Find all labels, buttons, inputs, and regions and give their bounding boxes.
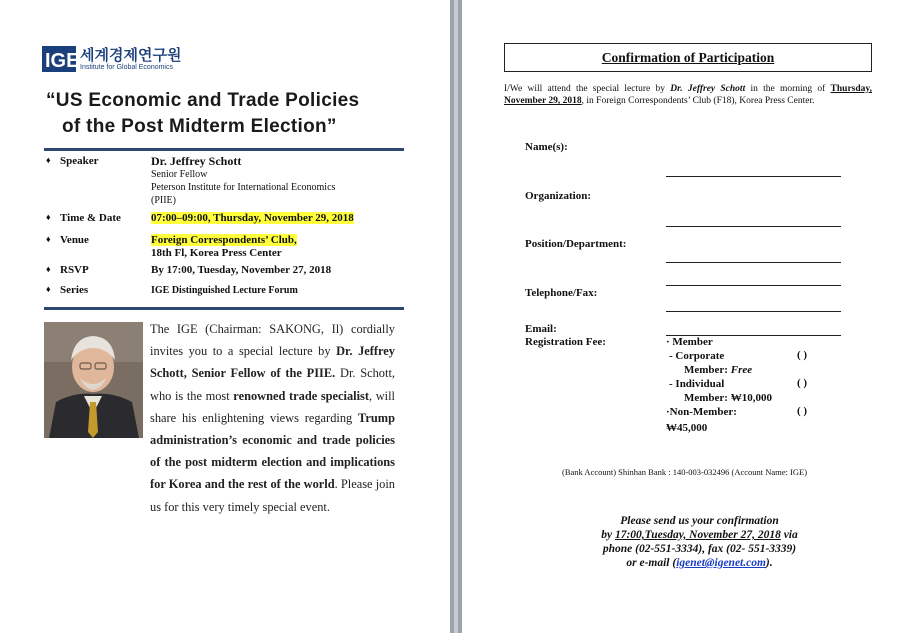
send-confirmation-note: Please send us your confirmation by 17:00,Tuesday, November 27, 2018 via phone (02-551-3334), fax (02- 551-3339) or e-mail (igenet@igenet.com). [601,515,798,569]
bank-account: (Bank Account) Shinhan Bank : 140-003-032496 (Account Name: IGE) [562,467,808,477]
telephone-field[interactable] [666,311,841,312]
logo-english-name: Institute for Global Economics [80,63,173,71]
fee-nonmember-amount: ₩45,000 [666,422,708,434]
organization-label: Organization: [525,190,591,202]
corporate-checkbox[interactable]: ( ) [797,349,808,361]
confirmation-heading: Confirmation of Participation [504,43,872,72]
bullet-icon: ♦ [46,234,51,244]
name-field[interactable] [666,176,841,177]
organization-field[interactable] [666,226,841,227]
registration-fee-label: Registration Fee: [525,336,606,348]
logo-korean-name: 세계경제연구원 [80,45,182,64]
nonmember-checkbox[interactable]: ( ) [797,405,808,417]
ige-logo [42,44,181,74]
fee-individual-amount: Member: ₩10,000 [684,392,772,404]
bullet-icon: ♦ [46,284,51,294]
bullet-icon: ♦ [46,212,51,222]
bullet-icon: ♦ [46,264,51,274]
email-link[interactable]: igenet@igenet.com [676,557,766,569]
position-label: Position/Department: [525,238,627,250]
fee-individual: - Individual [669,378,725,390]
position-field-2[interactable] [666,285,841,286]
bullet-icon: ♦ [46,155,51,165]
lecture-title-line-2: of the Post Midterm Election” [62,116,337,137]
invitation-text: The IGE (Chairman: SAKONG, Il) cordially invites you to a special lecture by Dr. Jeffrey Schott, Senior Fellow of the PIIE. Dr. Schott, who is the most renowned trade specialist, will share his enlightening views regarding Trump administration’s economic and trade policies of the post midterm election and implications for Korea and the rest of the world. Please join us for this very timely special event. [150,322,396,514]
name-label: Name(s): [525,141,568,153]
invitation-page: IGE 세계경제연구원 Institute for Global Economics “US Economic and Trade Policies of the Post Midterm Election” ♦ Speaker Dr. Jeffrey Schott Senior Fellow Peterson Institute for International Economics (PIIE) ♦ Time & Date 07:00–09:00, Thursday, November 29, 2018 ♦ Venue Foreign Correspondents’ Club, 18th Fl, Korea Press Center ♦ RSVP By 17:00, Tuesday, November 27, 2018 ♦ Series IGE Distinguished Lecture Forum The IGE (Chairman: SAKONG, Il) cordially invites you to a special lecture by Dr. Jeffrey Schott, Senior Fellow of the PIIE. Dr. Schott, who is the most renowned trade specialist, will share his enlightening views regarding Trump administration’s economic and trade policies of the post midterm election and implications for Korea and the rest of the world. Please join us for this very timely special event. [0,0,450,633]
speaker-photo [44,322,143,438]
email-label: Email: [525,323,557,335]
lecture-title-line-1: “US Economic and Trade Policies [46,90,360,111]
fee-member-heading: · Member [666,336,713,348]
position-field[interactable] [666,262,841,263]
svg-text:IGE: IGE [45,50,80,72]
ige-logo-mark [42,44,80,74]
page-gutter [450,0,462,633]
divider-bottom [44,307,404,310]
fee-nonmember: ·Non-Member: [666,406,737,418]
confirmation-page [462,0,913,633]
attendance-statement: I/We will attend the special lecture by Dr. Jeffrey Schott in the morning of Thursday, November 29, 2018, in Foreign Correspondents’ Club (F18), Korea Press Center. [504,84,872,106]
telephone-label: Telephone/Fax: [525,287,598,299]
individual-checkbox[interactable]: ( ) [797,377,808,389]
fee-corporate: - Corporate [669,350,725,362]
fee-corporate-amount: Member: Free [684,364,753,376]
lecture-title [46,88,416,140]
divider-top [44,148,404,151]
